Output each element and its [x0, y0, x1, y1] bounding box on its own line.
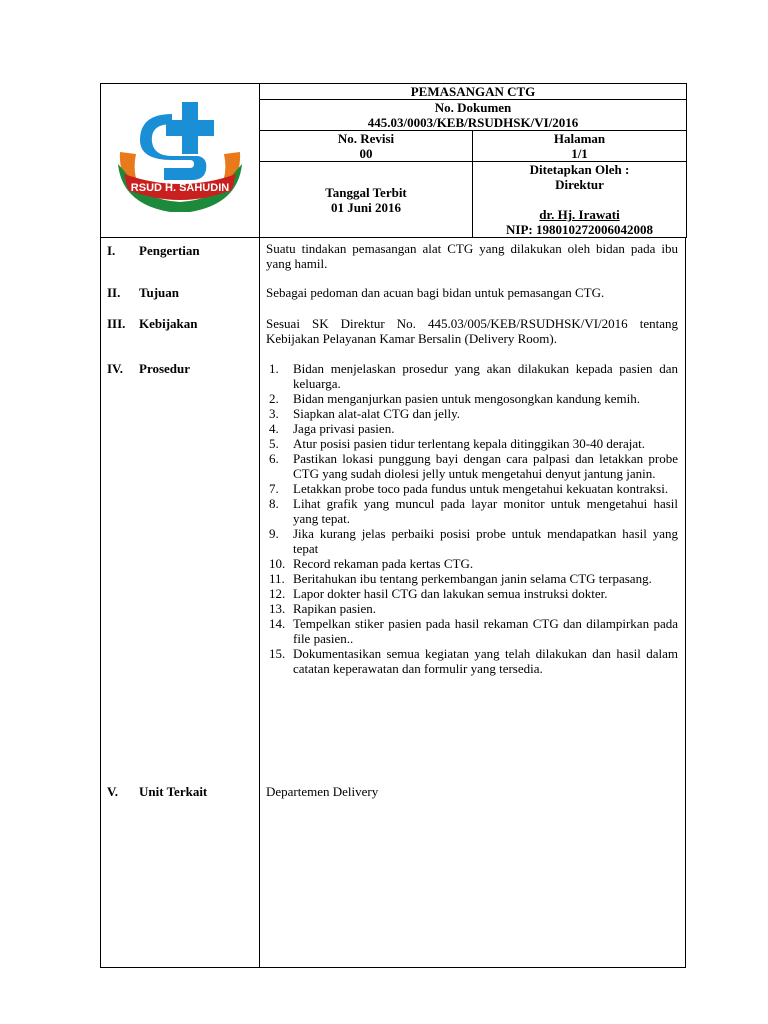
- pengertian-text: Suatu tindakan pemasangan alat CTG yang dilakukan oleh bidan pada ibu yang hamil.: [266, 241, 678, 271]
- doc-number: [260, 100, 687, 131]
- step-text: Letakkan probe toco pada fundus untuk mengetahui kekuatan kontraksi.: [293, 481, 669, 496]
- step-number: 7.: [269, 481, 279, 496]
- approver-nip: NIP: 198010272006042008: [506, 222, 653, 237]
- prosedur-step: [266, 526, 678, 556]
- section-label-unit: V. Unit Terkait: [107, 784, 208, 799]
- step-number: 14.: [269, 616, 286, 631]
- issued-label: Tanggal Terbit: [325, 184, 407, 200]
- step-text: Dokumentasikan semua kegiatan yang telah dilakukan dan hasil dalam catatan keperawatan dan formulir yang tersedia.: [293, 646, 678, 676]
- step-number: 13.: [269, 601, 286, 616]
- section-label-kebijakan: III. Kebijakan: [107, 316, 198, 331]
- step-number: 3.: [269, 406, 279, 421]
- step-number: 2.: [269, 391, 279, 406]
- kebijakan-text: Sesuai SK Direktur No. 445.03/005/KEB/RSUDHSK/VI/2016 tentang Kebijakan Pelayanan Kamar Bersalin (Delivery Room).: [266, 316, 678, 346]
- step-text: Jaga privasi pasien.: [293, 421, 395, 436]
- prosedur-step: [266, 451, 678, 481]
- hospital-logo: [110, 94, 250, 224]
- prosedur-step: [266, 496, 678, 526]
- section-label-pengertian: I. Pengertian: [107, 243, 200, 258]
- step-text: Jika kurang jelas perbaiki posisi probe untuk mendapatkan hasil yang tepat: [293, 526, 678, 556]
- prosedur-step: [266, 436, 678, 451]
- step-number: 5.: [269, 436, 279, 451]
- section-contents: [260, 238, 685, 967]
- revision-label: No. Revisi: [337, 131, 395, 146]
- step-text: Record rekaman pada kertas CTG.: [293, 556, 474, 571]
- sop-document: [100, 83, 686, 968]
- prosedur-list-wrap: [266, 361, 678, 676]
- step-number: 8.: [269, 496, 279, 511]
- svg-text:RSUD H. SAHUDIN: RSUD H. SAHUDIN: [130, 182, 230, 194]
- tujuan-text: Sebagai pedoman dan acuan bagi bidan untuk pemasangan CTG.: [266, 285, 605, 300]
- issued-date: [260, 162, 473, 238]
- prosedur-step: [266, 616, 678, 646]
- prosedur-step: [266, 571, 678, 586]
- step-text: Beritahukan ibu tentang perkembangan janin selama CTG terpasang.: [293, 571, 652, 586]
- revision-value: 00: [359, 146, 373, 161]
- approver-name: dr. Hj. Irawati: [539, 207, 620, 222]
- step-text: Rapikan pasien.: [293, 601, 377, 616]
- content-body: [100, 238, 686, 968]
- approved-role: Direktur: [555, 177, 604, 192]
- step-number: 15.: [269, 646, 286, 661]
- revision: [260, 131, 473, 162]
- approved-label: Ditetapkan Oleh :: [529, 162, 630, 177]
- prosedur-step: [266, 361, 678, 391]
- section-label-prosedur: IV. Prosedur: [107, 361, 191, 376]
- section-labels: [101, 238, 260, 967]
- step-number: 6.: [269, 451, 279, 466]
- doc-title: PEMASANGAN CTG: [260, 84, 687, 100]
- prosedur-step: [266, 601, 678, 616]
- hospital-logo-cell: [101, 84, 260, 238]
- step-text: Bidan menjelaskan prosedur yang akan dilakukan kepada pasien dan keluarga.: [293, 361, 678, 391]
- issued-value: 01 Juni 2016: [330, 199, 402, 215]
- prosedur-step: [266, 586, 678, 601]
- page-value: 1/1: [571, 146, 588, 161]
- doc-number-value: 445.03/0003/KEB/RSUDHSK/VI/2016: [367, 115, 579, 130]
- prosedur-step: [266, 646, 678, 676]
- step-text: Atur posisi pasien tidur terlentang kepala ditinggikan 30-40 derajat.: [293, 436, 645, 451]
- step-number: 10.: [269, 556, 286, 571]
- step-text: Tempelkan stiker pasien pada hasil rekaman CTG dan dilampirkan pada file pasien..: [293, 616, 678, 646]
- step-text: Siapkan alat-alat CTG dan jelly.: [293, 406, 461, 421]
- prosedur-step: [266, 421, 678, 436]
- prosedur-step: [266, 391, 678, 406]
- step-number: 4.: [269, 421, 279, 436]
- step-text: Pastikan lokasi punggung bayi dengan cara palpasi dan letakkan probe CTG yang sudah diolesi jelly untuk mengetahui denyut jantung janin.: [293, 451, 678, 481]
- step-number: 11.: [269, 571, 285, 586]
- step-number: 9.: [269, 526, 279, 541]
- step-text: Bidan menganjurkan pasien untuk mengosongkan kandung kemih.: [293, 391, 640, 406]
- doc-number-label: No. Dokumen: [434, 100, 512, 115]
- prosedur-step: [266, 481, 678, 496]
- header-table: [100, 83, 687, 238]
- prosedur-steps: [266, 361, 678, 676]
- step-text: Lapor dokter hasil CTG dan lakukan semua instruksi dokter.: [293, 586, 608, 601]
- step-number: 12.: [269, 586, 286, 601]
- prosedur-step: [266, 556, 678, 571]
- step-number: 1.: [269, 361, 279, 376]
- page-label: Halaman: [553, 131, 606, 146]
- prosedur-step: [266, 406, 678, 421]
- section-label-tujuan: II. Tujuan: [107, 285, 179, 300]
- step-text: Lihat grafik yang muncul pada layar monitor untuk mengetahui hasil yang tepat.: [293, 496, 678, 526]
- approval: [473, 162, 687, 238]
- unit-text: Departemen Delivery: [266, 784, 379, 799]
- page-info: [473, 131, 687, 162]
